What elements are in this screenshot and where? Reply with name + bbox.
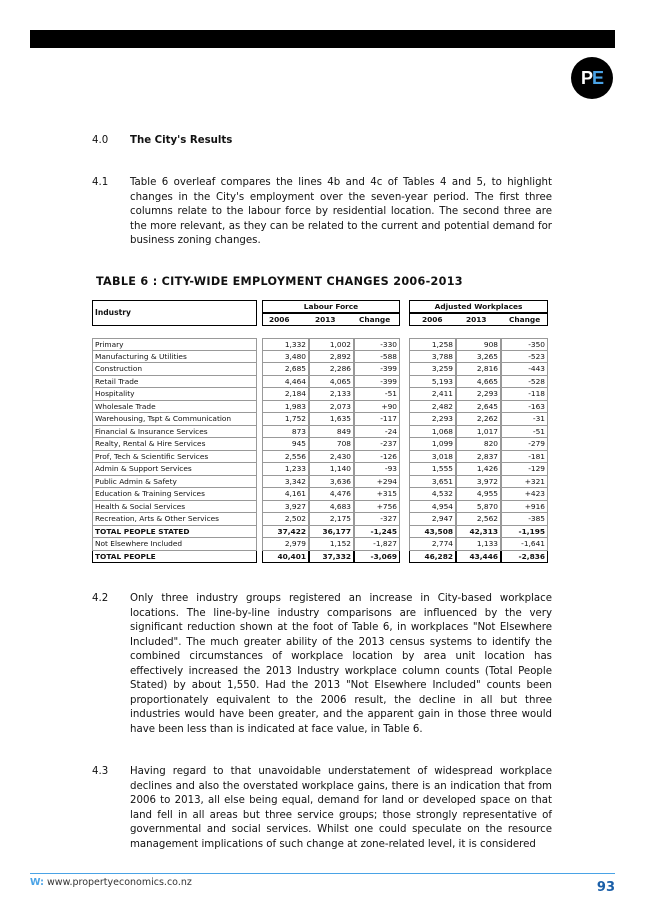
footer-w-label: W: [30,877,44,888]
industry-cell: Prof, Tech & Scientific Services [92,451,257,464]
value-cell: 3,342 [262,476,309,489]
value-cell: 2,184 [262,388,309,401]
subheader-change-wp: Change [509,315,541,324]
para-4-2-text: Only three industry groups registered an increase in City-based workplace locations. The line-by-line industry comparisons are influenced by the very significant reduction shown at the foot of Table 6, in workplaces "Not Elsewhere Included". The much greater ability of the 2013 census systems to identify the combined circumstances of workplace location by area unit location has effectively increased the 2013 Industry workplace column counts (Total People Stated) by about 1,550. Had the 2013 "Not Elsewhere Included" counts been proportionately equivalent to the 2006 result, the decline in all but three industries would have been greater, and the apparent gain in those three would have been less than is indicated at face value, in Table 6. [130,593,552,735]
labour-force-subheader [262,313,400,326]
industry-cell: Financial & Insurance Services [92,426,257,439]
value-cell: 3,265 [456,351,501,364]
value-cell: -330 [354,338,400,351]
table-row [92,488,548,501]
para-4-1-text: Table 6 overleaf compares the lines 4b and 4c of Tables 4 and 5, to highlight changes in the City's employment over the seven-year period. The first three columns relate to the labour force by residential location. The second three are the more relevant, as they can be related to the current and potential demand for business zoning changes. [130,177,552,246]
value-cell: 4,065 [309,376,354,389]
value-cell: -163 [501,401,548,414]
table-row [92,513,548,526]
industry-cell: Warehousing, Tspt & Communication [92,413,257,426]
value-cell: -443 [501,363,548,376]
value-cell: 2,430 [309,451,354,464]
value-cell: 2,892 [309,351,354,364]
industry-cell: Admin & Support Services [92,463,257,476]
value-cell: -31 [501,413,548,426]
value-cell: 2,073 [309,401,354,414]
value-cell: 2,133 [309,388,354,401]
table-row [92,526,548,539]
value-cell: 4,955 [456,488,501,501]
industry-cell: Realty, Rental & Hire Services [92,438,257,451]
table-row [92,376,548,389]
value-cell: 42,313 [456,526,501,539]
value-cell: -51 [501,426,548,439]
value-cell: 4,161 [262,488,309,501]
value-cell: -385 [501,513,548,526]
value-cell: 2,562 [456,513,501,526]
value-cell: -24 [354,426,400,439]
value-cell: 37,422 [262,526,309,539]
value-cell: 5,193 [409,376,456,389]
value-cell: -126 [354,451,400,464]
table-row [92,426,548,439]
value-cell: -1,641 [501,538,548,551]
page-number: 93 [596,880,615,895]
value-cell: 4,464 [262,376,309,389]
value-cell: 908 [456,338,501,351]
value-cell: 3,259 [409,363,456,376]
value-cell: -327 [354,513,400,526]
value-cell: 1,133 [456,538,501,551]
pe-logo [571,57,613,99]
value-cell: 1,555 [409,463,456,476]
subheader-2013-lf: 2013 [315,315,336,324]
subheader-change-lf: Change [359,315,391,324]
value-cell: -588 [354,351,400,364]
industry-cell: Education & Training Services [92,488,257,501]
subheader-2006-lf: 2006 [269,315,290,324]
value-cell: 1,635 [309,413,354,426]
footer-divider [30,873,615,874]
section-number: 4.0 [92,135,109,146]
industry-cell: Recreation, Arts & Other Services [92,513,257,526]
value-cell: -118 [501,388,548,401]
workplaces-subheader [409,313,548,326]
value-cell: -279 [501,438,548,451]
value-cell: 820 [456,438,501,451]
value-cell: 3,927 [262,501,309,514]
value-cell: 4,665 [456,376,501,389]
subheader-2013-wp: 2013 [466,315,487,324]
para-4-3-number: 4.3 [92,766,109,777]
adjusted-workplaces-header: Adjusted Workplaces [409,300,548,313]
table-row [92,551,548,564]
para-4-1-number: 4.1 [92,177,109,188]
value-cell: -399 [354,376,400,389]
value-cell: -1,195 [501,526,548,539]
value-cell: 1,099 [409,438,456,451]
value-cell: 37,332 [309,551,354,564]
value-cell: 2,293 [409,413,456,426]
industry-cell: Not Elsewhere Included [92,538,257,551]
value-cell: 1,233 [262,463,309,476]
value-cell: 3,636 [309,476,354,489]
industry-cell: Primary [92,338,257,351]
table-row [92,438,548,451]
value-cell: +321 [501,476,548,489]
value-cell: +756 [354,501,400,514]
value-cell: +294 [354,476,400,489]
table-row [92,501,548,514]
table-row [92,388,548,401]
value-cell: 873 [262,426,309,439]
value-cell: -1,245 [354,526,400,539]
industry-cell: Public Admin & Safety [92,476,257,489]
value-cell: 3,651 [409,476,456,489]
industry-cell: Hospitality [92,388,257,401]
value-cell: -2,836 [501,551,548,564]
value-cell: 3,018 [409,451,456,464]
value-cell: 1,258 [409,338,456,351]
industry-cell: Manufacturing & Utilities [92,351,257,364]
value-cell: 1,140 [309,463,354,476]
value-cell: 2,979 [262,538,309,551]
value-cell: +423 [501,488,548,501]
industry-cell: TOTAL PEOPLE [92,551,257,564]
value-cell: 1,068 [409,426,456,439]
value-cell: 5,870 [456,501,501,514]
value-cell: -117 [354,413,400,426]
value-cell: 2,774 [409,538,456,551]
table-title: TABLE 6 : CITY-WIDE EMPLOYMENT CHANGES 2006-2013 [96,275,463,288]
value-cell: 708 [309,438,354,451]
table-row [92,351,548,364]
value-cell: 2,556 [262,451,309,464]
top-black-bar [30,30,615,48]
value-cell: 2,262 [456,413,501,426]
logo-letter-e: E [592,67,604,88]
value-cell: 1,017 [456,426,501,439]
para-4-3-text: Having regard to that unavoidable understatement of widespread workplace declines and also the overstated workplace gains, there is an indication that from 2006 to 2013, all else being equal, demand for land or developed space on that land fell in all areas but three service groups; those strongly representative of governmental and social services. Whilst one could speculate on the resource management implications of such change at zone-related level, it is considered [130,766,552,850]
value-cell: 3,972 [456,476,501,489]
value-cell: 2,837 [456,451,501,464]
industry-header: Industry [95,308,131,317]
value-cell: 2,482 [409,401,456,414]
value-cell: -51 [354,388,400,401]
value-cell: 3,480 [262,351,309,364]
value-cell: 2,286 [309,363,354,376]
value-cell: 2,502 [262,513,309,526]
value-cell: 4,683 [309,501,354,514]
labour-force-header: Labour Force [262,300,400,313]
table-row [92,451,548,464]
logo-letter-p: P [580,67,592,88]
value-cell: 3,788 [409,351,456,364]
value-cell: 36,177 [309,526,354,539]
subheader-2006-wp: 2006 [422,315,443,324]
footer-website[interactable] [30,877,192,888]
para-4-2-number: 4.2 [92,593,109,604]
value-cell: -399 [354,363,400,376]
value-cell: 4,954 [409,501,456,514]
value-cell: 849 [309,426,354,439]
value-cell: 46,282 [409,551,456,564]
value-cell: -1,827 [354,538,400,551]
table-body [92,338,548,563]
value-cell: +315 [354,488,400,501]
industry-header-cell [92,300,257,326]
value-cell: 1,152 [309,538,354,551]
industry-cell: Retail Trade [92,376,257,389]
value-cell: -93 [354,463,400,476]
value-cell: 43,446 [456,551,501,564]
value-cell: -3,069 [354,551,400,564]
value-cell: 2,947 [409,513,456,526]
value-cell: -523 [501,351,548,364]
table-row [92,338,548,351]
value-cell: -528 [501,376,548,389]
value-cell: -350 [501,338,548,351]
value-cell: +916 [501,501,548,514]
value-cell: 2,685 [262,363,309,376]
table-row [92,413,548,426]
value-cell: 4,476 [309,488,354,501]
industry-cell: TOTAL PEOPLE STATED [92,526,257,539]
value-cell: 43,508 [409,526,456,539]
industry-cell: Health & Social Services [92,501,257,514]
value-cell: 2,293 [456,388,501,401]
table-row [92,463,548,476]
value-cell: 40,401 [262,551,309,564]
value-cell: 2,816 [456,363,501,376]
value-cell: 1,983 [262,401,309,414]
value-cell: +90 [354,401,400,414]
table-row [92,538,548,551]
value-cell: 4,532 [409,488,456,501]
value-cell: -129 [501,463,548,476]
section-title: The City's Results [130,135,233,146]
industry-cell: Construction [92,363,257,376]
value-cell: -237 [354,438,400,451]
table-row [92,476,548,489]
value-cell: 945 [262,438,309,451]
value-cell: -181 [501,451,548,464]
value-cell: 2,175 [309,513,354,526]
value-cell: 2,645 [456,401,501,414]
value-cell: 1,332 [262,338,309,351]
table-row [92,363,548,376]
footer-url[interactable]: www.propertyeconomics.co.nz [47,877,192,888]
value-cell: 1,426 [456,463,501,476]
value-cell: 1,752 [262,413,309,426]
value-cell: 1,002 [309,338,354,351]
value-cell: 2,411 [409,388,456,401]
table-row [92,401,548,414]
industry-cell: Wholesale Trade [92,401,257,414]
